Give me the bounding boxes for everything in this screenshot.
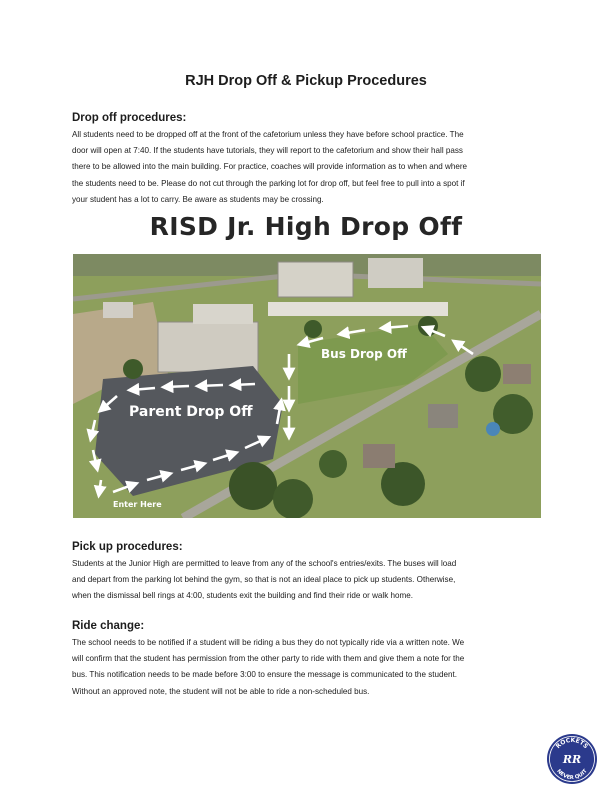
paragraph-line: Students at the Junior High are permitted to leave from any of the school's entries/exits. The buses will load <box>72 559 457 568</box>
page-title: RJH Drop Off & Pickup Procedures <box>185 73 427 89</box>
paragraph-line: there to be allowed into the main building. For practice, coaches will provide information as to when and where <box>72 162 468 172</box>
parent-drop-off-label: Parent Drop Off <box>129 404 253 420</box>
paragraph-line: will confirm that the student has permission from the other party to ride with them and give them a note for the <box>72 654 465 664</box>
pick-up-paragraph <box>72 556 542 605</box>
map-title: RISD Jr. High Drop Off <box>149 212 463 241</box>
badge-bottom-text: NEVER QUIT <box>555 768 589 782</box>
badge-monogram: RR <box>562 753 582 766</box>
pool <box>486 422 500 436</box>
paragraph-line: the students need to be. Please do not cut through the parking lot for drop off, but feel free to pull into a spot if <box>72 178 465 188</box>
paragraph-line: door will open at 7:40. If the students have tutorials, they will report to the cafetorium and show their hall pass <box>72 146 463 156</box>
gym-building <box>158 322 258 372</box>
paragraph-line: bus. This notification needs to be made before 3:00 to ensure the message is communicated to the student. <box>72 670 457 680</box>
aerial-map-photo <box>73 254 541 518</box>
paragraph-line: when the dismissal bell rings at 4:00, students exit the building and find their ride or walk home. <box>72 591 414 601</box>
pick-up-heading: Pick up procedures: <box>72 541 183 553</box>
ride-change-heading: Ride change: <box>72 620 145 632</box>
paragraph-line: The school needs to be notified if a student will be riding a bus they do not typically ride via a written note. We <box>72 638 465 647</box>
ride-change-paragraph <box>72 635 542 700</box>
drop-off-paragraph <box>72 127 542 208</box>
rockets-never-quit-logo <box>546 733 598 785</box>
paragraph-line: Without an approved note, the student will not be able to ride a non-scheduled bus. <box>72 686 370 696</box>
paragraph-line: All students need to be dropped off at the front of the cafetorium unless they have before school practice. The <box>72 130 464 139</box>
badge-top-text: ROCKETS <box>554 736 590 751</box>
paragraph-line: your student has a lot to carry. Be aware as students may be crossing. <box>72 194 324 204</box>
school-building <box>278 262 353 297</box>
drop-off-heading: Drop off procedures: <box>72 112 187 124</box>
paragraph-line: and depart from the parking lot behind the gym, so that is not an ideal place to pick up students. Otherwise, <box>72 575 456 585</box>
bus-drop-off-label: Bus Drop Off <box>321 347 407 361</box>
enter-here-label: Enter Here <box>113 500 162 509</box>
